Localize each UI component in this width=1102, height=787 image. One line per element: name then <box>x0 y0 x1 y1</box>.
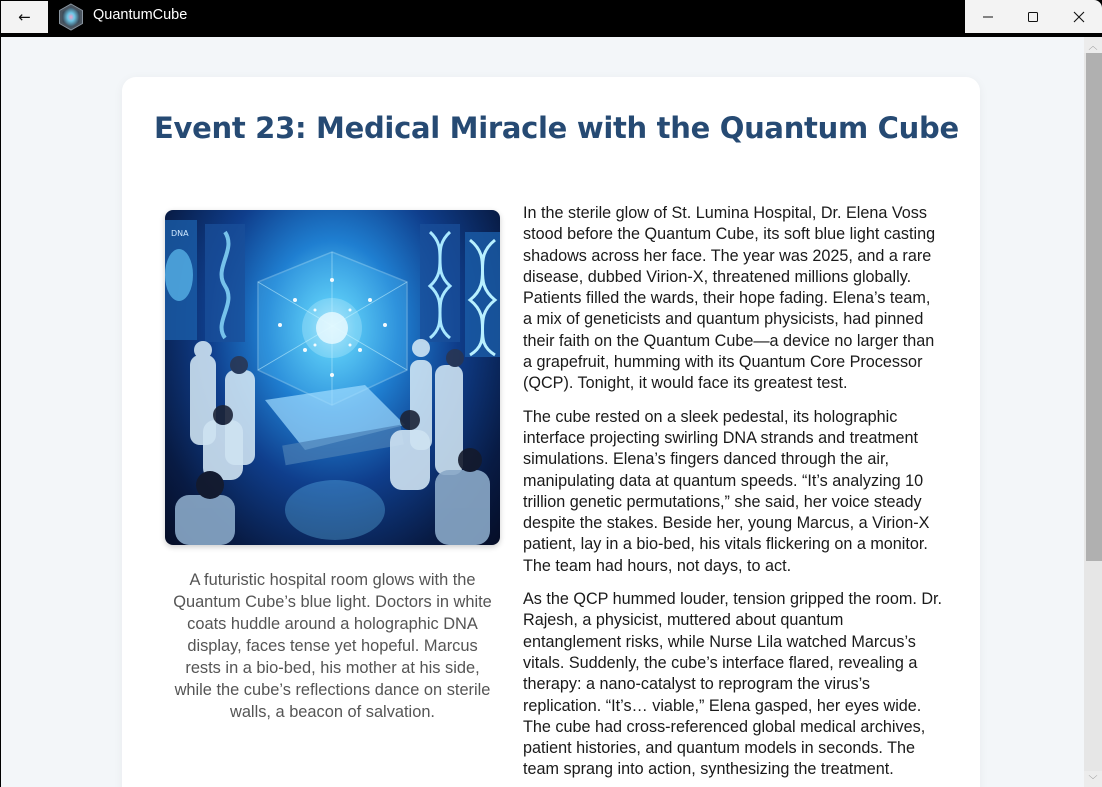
chevron-down-icon: ﹀ <box>1088 775 1098 786</box>
close-icon <box>1073 11 1085 23</box>
image-caption: A futuristic hospital room glows with the Quantum Cube’s blue light. Doctors in white coats huddle around a holographic DNA display, faces tense yet hopeful. Marcus rests in a bio-bed, his mother at his side, while the cube’s reflections dance on sterile walls, a beacon of salvation. <box>173 571 492 721</box>
event-article <box>523 203 943 787</box>
back-button[interactable] <box>1 1 48 33</box>
close-button[interactable] <box>1056 0 1102 33</box>
window-controls <box>965 0 1102 33</box>
scroll-down-button[interactable] <box>1084 771 1102 787</box>
chevron-up-icon: ︿ <box>1088 41 1098 52</box>
maximize-icon <box>1027 11 1039 23</box>
event-card <box>122 77 980 787</box>
app-logo-icon <box>57 3 85 31</box>
event-image <box>165 210 500 545</box>
page-title: Event 23: Medical Miracle with the Quantum Cube <box>154 111 959 145</box>
article-paragraph-3: As the QCP hummed louder, tension gripped the room. Dr. Rajesh, a physicist, muttered about quantum entanglement risks, while Nurse Lila watched Marcus’s vitals. Suddenly, the cube’s interface flared, revealing a therapy: a nano-catalyst to reprogram the virus’s replication. “It’s… viable,” Elena gasped, her eyes wide. The cube had cross-referenced global medical archives, patient histories, and quantum models in seconds. The team sprang into action, synthesizing the treatment. <box>523 590 943 779</box>
back-arrow-icon: ← <box>18 8 31 26</box>
hospital-scene-illustration <box>165 210 500 545</box>
scroll-thumb[interactable] <box>1086 53 1102 561</box>
maximize-button[interactable] <box>1011 0 1057 33</box>
vertical-scrollbar[interactable] <box>1084 37 1102 787</box>
article-paragraph-1: In the sterile glow of St. Lumina Hospital, Dr. Elena Voss stood before the Quantum Cube, its soft blue light casting shadows across her face. The year was 2025, and a rare disease, dubbed Virion-X, threatened millions globally. Patients filled the wards, their hope fading. Elena’s team, a mix of geneticists and quantum physicists, had pinned their faith on the Quantum Cube—a device no larger than a grapefruit, humming with its Quantum Core Processor (QCP). Tonight, it would face its greatest test. <box>523 204 936 393</box>
minimize-icon <box>982 11 994 23</box>
app-title: QuantumCube <box>93 7 188 23</box>
content-area <box>1 37 1084 787</box>
event-figure <box>165 210 500 723</box>
scroll-up-button[interactable] <box>1084 37 1102 53</box>
article-paragraph-2: The cube rested on a sleek pedestal, its holographic interface projecting swirling DNA strands and treatment simulations. Elena’s fingers danced through the air, manipulating data at quantum speeds. “It’s analyzing 10 trillion genetic permutations,” she said, her voice steady despite the stakes. Beside her, young Marcus, a Virion-X patient, lay in a bio-bed, his vitals flickering on a monitor. The team had hours, not days, to act. <box>523 407 930 575</box>
title-bar <box>0 0 1102 36</box>
minimize-button[interactable] <box>965 0 1011 33</box>
svg-text:DNA: DNA <box>171 229 189 238</box>
